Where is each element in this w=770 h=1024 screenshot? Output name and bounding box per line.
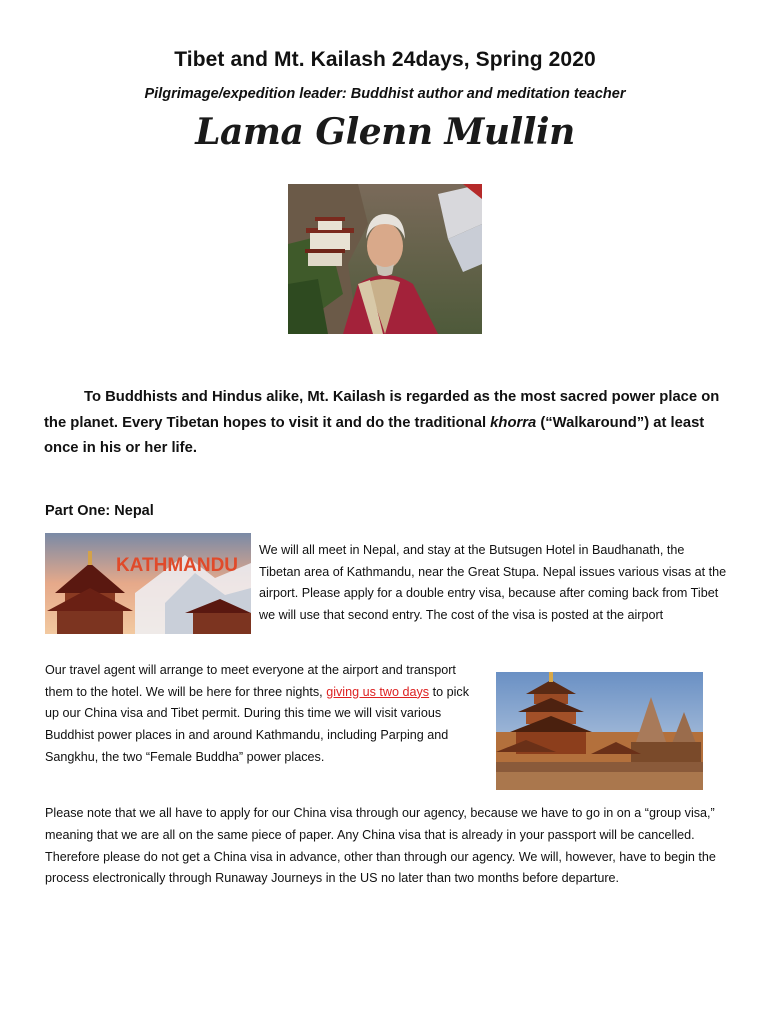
paragraph-travel-agent — [45, 660, 485, 769]
paragraph-china-visa: Please note that we all have to apply for our China visa through our agency, because we have to go in on a “group visa,” meaning that we are all on the same piece of paper. Any China visa that is already in your passport will be cancelled. Therefore please do not get a China visa in advance, other than through our agency. We will, however, have to begin the process electronically through Runaway Journeys in the US no later than two months before departure. — [45, 806, 716, 886]
durbar-square-image — [496, 672, 703, 790]
intro-text-part1: To Buddhists and Hindus alike, Mt. Kailash is regarded as the most sacred power place on the planet. Every Tibetan hopes to visit it and do the traditional — [44, 389, 720, 431]
temple-square-illustration — [496, 672, 703, 790]
intro-text-part2: (“Walkaround”) at least once in his or her life. — [44, 414, 705, 456]
travel-text-before: Our travel agent will arrange to meet everyone at the airport and transport them to the hotel. We will be here for three nights, — [45, 663, 456, 699]
portrait-illustration — [288, 184, 482, 334]
section-heading: Part One: Nepal — [45, 503, 154, 519]
kathmandu-illustration — [45, 533, 251, 634]
intro-emphasis: khorra — [490, 414, 537, 431]
kathmandu-banner-text: KATHMANDU — [115, 555, 239, 576]
giving-us-two-days-link[interactable]: giving us two days — [326, 684, 430, 699]
page-subtitle: Pilgrimage/expedition leader: Buddhist author and meditation teacher — [144, 86, 626, 102]
leader-name-calligraphy: Lama Glenn Mullin — [195, 111, 575, 153]
paragraph-meet-in-nepal: We will all meet in Nepal, and stay at the Butsugen Hotel in Baudhanath, the Tibetan area of Kathmandu, near the Great Stupa. Nepal issues various visas at the airport. Please apply for a double entry visa, because after coming back from Tibet we will use that second entry. The cost of the visa is posted at the airport — [259, 543, 727, 622]
kathmandu-banner-image — [45, 533, 251, 634]
leader-portrait-photo — [288, 184, 482, 334]
travel-text-after: to pick up our China visa and Tibet permit. During this time we will visit various Buddhist power places in and around Kathmandu, including Parping and Sangkhu, the two “Female Buddha” power places. — [45, 684, 469, 764]
intro-paragraph — [44, 385, 734, 462]
page-title: Tibet and Mt. Kailash 24days, Spring 2020 — [174, 48, 596, 71]
